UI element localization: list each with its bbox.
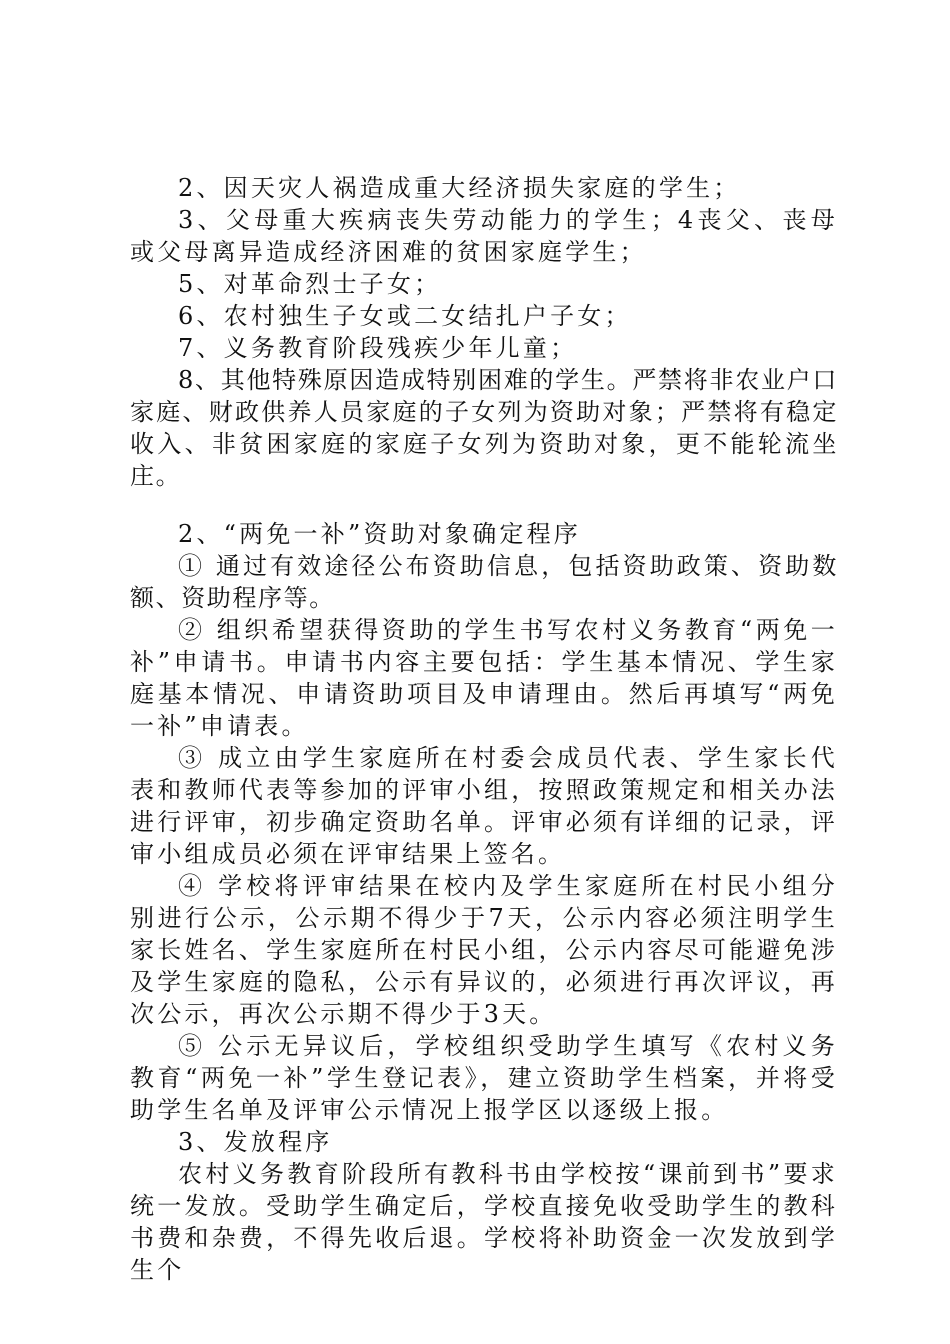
section-2-step-2: ② 组织希望获得资助的学生书写农村义务教育“两免一补”申请书。申请书内容主要包括：学生基本情况、学生家庭基本情况、申请资助项目及申请理由。然后再填写“两免一补”申请表。 [130,616,838,740]
document-body [130,172,838,1286]
paragraph-item-8: 8、其他特殊原因造成特别困难的学生。严禁将非农业户口家庭、财政供养人员家庭的子女列为资助对象；严禁将有稳定收入、非贫困家庭的家庭子女列为资助对象，更不能轮流坐庄。 [130,366,838,490]
paragraph-item-5: 5、对革命烈士子女； [178,270,442,298]
section-2-step-3: ③ 成立由学生家庭所在村委会成员代表、学生家长代表和教师代表等参加的评审小组，按照政策规定和相关办法进行评审，初步确定资助名单。评审必须有详细的记录，评审小组成员必须在评审结果上签名。 [130,744,838,868]
section-gap [130,492,838,518]
section-3-heading: 3、发放程序 [178,1128,333,1156]
paragraph-item-2: 2、因天灾人祸造成重大经济损失家庭的学生； [178,174,741,202]
section-2-heading: 2、“两免一补”资助对象确定程序 [178,520,582,548]
paragraph-item-3-4: 3、父母重大疾病丧失劳动能力的学生；4丧父、丧母或父母离异造成经济困难的贫困家庭学生； [130,206,838,266]
section-2-step-4: ④ 学校将评审结果在校内及学生家庭所在村民小组分别进行公示，公示期不得少于7天，公示内容必须注明学生家长姓名、学生家庭所在村民小组，公示内容尽可能避免涉及学生家庭的隐私，公示有异议的，必须进行再次评议，再次公示，再次公示期不得少于3天。 [130,872,838,1028]
section-3-body: 农村义务教育阶段所有教科书由学校按“课前到书”要求统一发放。受助学生确定后，学校直接免收受助学生的教科书费和杂费，不得先收后退。学校将补助资金一次发放到学生个 [130,1160,838,1284]
paragraph-item-7: 7、义务教育阶段残疾少年儿童； [178,334,578,362]
paragraph-item-6: 6、农村独生子女或二女结扎户子女； [178,302,632,330]
section-2-step-5: ⑤ 公示无异议后，学校组织受助学生填写《农村义务教育“两免一补”学生登记表》，建立资助学生档案，并将受助学生名单及评审公示情况上报学区以逐级上报。 [130,1032,838,1124]
section-2-step-1: ① 通过有效途径公布资助信息，包括资助政策、资助数额、资助程序等。 [130,552,838,612]
